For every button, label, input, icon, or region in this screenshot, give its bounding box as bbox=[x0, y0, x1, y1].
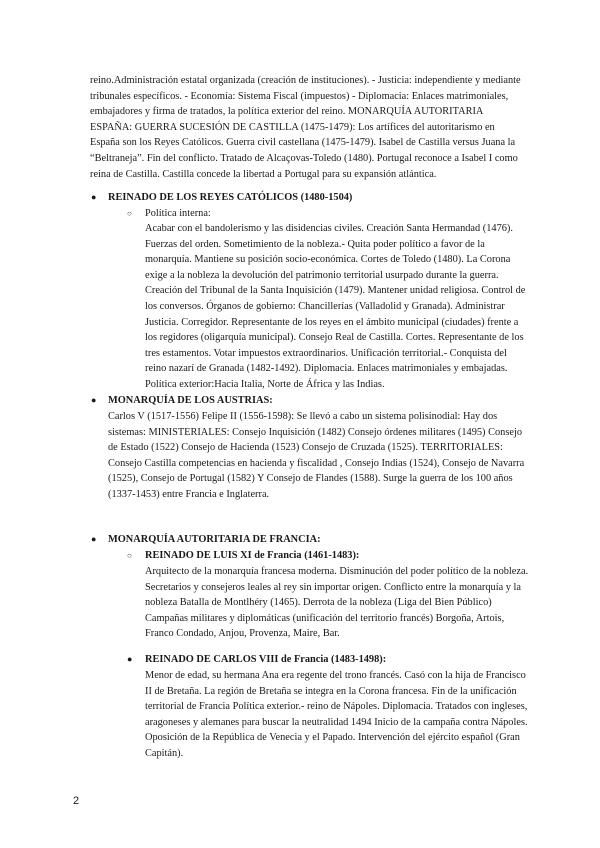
bullet-dot: ● bbox=[91, 395, 97, 405]
section-austrias-heading: MONARQUÍA DE LOS AUSTRIAS: bbox=[108, 395, 273, 406]
carlos-viii-heading: REINADO DE CARLOS VIII de Francia (1483-1498): bbox=[145, 654, 387, 665]
austrias-body: Carlos V (1517-1556) Felipe II (1556-1598): Se llevó a cabo un sistema polisinodial: Hay dos sistemas: MINISTERIALES: Consejo Inquisición (1482) Consejo órdenes militares (1495) Consejo de Estado (1522) Consejo de Hacienda (1523) Consejo de Cruzada (1525). TERRITORIALES: Consejo Castilla competencias en hacienda y fiscalidad , Consejo Indias (1524), Consejo de Navarra (1525), Consejo de Portugal (1582) Y Consejo de Flandes (1588). Surge la guerra de los 100 años (1337-1453) entre Francia e Inglaterra. bbox=[108, 411, 525, 500]
bullet-dot: ● bbox=[127, 654, 133, 664]
bullet-circle: ○ bbox=[127, 209, 132, 218]
reyes-catolicos-body: Acabar con el bandolerismo y las disidencias civiles. Creación Santa Hermandad (1476). Fuerzas del orden. Sometimiento de la nobleza.- Quita poder político a favor de la monarquía. Mantiene su posición socio-económica. Cortes de Toledo (1480). La Corona exige a la nobleza la devolución del patrimonio territorial usurpado durante la guerra. Creación del Tribunal de la Santa Inquisición (1479). Mantener unidad religiosa. Control de los conversos. Órganos de gobierno: Chancillerías (Valladolid y Granada). Administrar Justicia. Corregidor. Representante de los reyes en el ámbito municipal (ciudades) frente a los regidores (oligarquía municipal). Consejo Real de Castilla. Cortes. Representante de los tres estamentos. Votar impuestos extraordinarios. Unificación territorial.- Conquista del reino nazarí de Granada (1482-1492). Diplomacia. Enlaces matrimoniales y embajadas. Política exterior:Hacia Italia, Norte de África y las Indias. bbox=[145, 223, 526, 390]
intro-paragraph: reino.Administración estatal organizada (creación de instituciones). - Justicia: independiente y mediante tribunales específicos. - Economía: Sistema Fiscal (impuestos) - Diplomacia: Enlaces matrimoniales, embajadores y firma de tratados, la política exterior del reino. MONARQUÍA AUTORITARIA ESPAÑA: GUERRA SUCESIÓN DE CASTILLA (1475-1479): Los artífices del autoritarismo en España son los Reyes Católicos. Guerra civil castellana (1475-1479). Isabel de Castilla versus Juana la “Beltraneja”. Fin del conflicto. Tratado de Alcaçovas-Toledo (1480). Portugal reconoce a Isabel I como reina de Castilla. Castilla concede la libertad a Portugal para su expansión atlántica. bbox=[90, 75, 521, 180]
bullet-circle: ○ bbox=[127, 551, 132, 560]
luis-xi-heading: REINADO DE LUIS XI de Francia (1461-1483): bbox=[145, 550, 360, 561]
section-reyes-catolicos-heading: REINADO DE LOS REYES CATÓLICOS (1480-1504) bbox=[108, 192, 353, 203]
luis-xi-body: Arquitecto de la monarquía francesa moderna. Disminución del poder político de la nobleza. Secretarios y consejeros leales al rey sin importar origen. Conflicto entre la monarquía y la nobleza Batalla de Montlhéry (1465). Derrota de la nobleza (Liga del Bien Público) Campañas militares y diplomáticas (unificación del territorio francés) Borgoña, Artois, Franco Condado, Anjou, Provenza, Maire, Bar. bbox=[145, 566, 529, 640]
bullet-dot: ● bbox=[91, 192, 97, 202]
page-number: 2 bbox=[73, 795, 80, 807]
politica-interna-heading: Política interna: bbox=[145, 208, 211, 219]
bullet-dot: ● bbox=[91, 534, 97, 544]
section-francia-heading: MONARQUÍA AUTORITARIA DE FRANCIA: bbox=[108, 534, 321, 545]
carlos-viii-body: Menor de edad, su hermana Ana era regente del trono francés. Casó con la hija de Francisco II de Bretaña. La región de Bretaña se integra en la Corona francesa. Fin de la unificación territorial de Francia Política exterior.- reino de Nápoles. Diplomacia. Tratados con ingleses, aragoneses y alemanes para buscar la neutralidad 1494 Inicio de la campaña contra Nápoles. Oposición de la República de Venecia y el Papado. Intervención del ejército español (Gran Capitán). bbox=[145, 670, 528, 759]
